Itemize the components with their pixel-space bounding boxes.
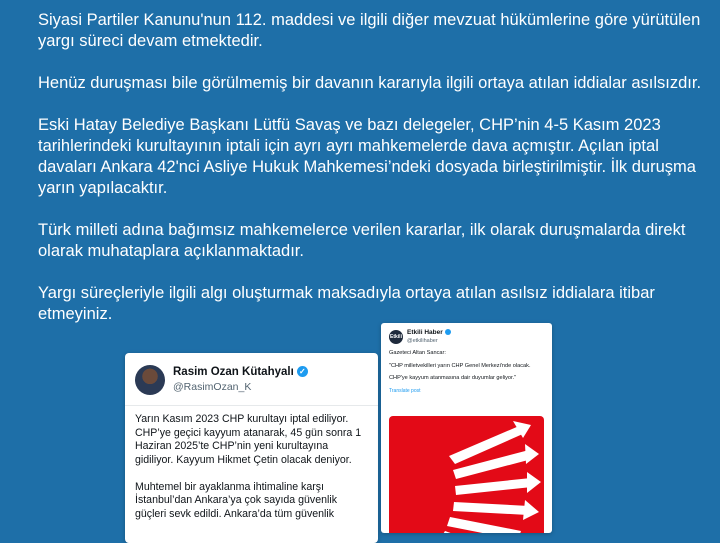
tweet-author-name: Rasim Ozan Kütahyalı ✓ bbox=[173, 366, 308, 378]
tweet-header bbox=[135, 363, 368, 397]
divider bbox=[125, 405, 378, 406]
tweet-paragraph: Yarın Kasım 2023 CHP kurultayı iptal ediliyor. CHP’ye geçici kayyum atanarak, 45 gün sonra 1 Haziran 2025’te CHP’nin yeni kurultayına gidiliyor. Kayyum Hikmet Çetin olacak deniyor. bbox=[135, 413, 362, 466]
statement-text bbox=[38, 10, 710, 346]
tweet-screenshot-etkili-haber bbox=[381, 323, 552, 533]
verified-badge-icon bbox=[445, 329, 451, 335]
translate-post-link: Translate post bbox=[389, 387, 421, 394]
tweet-screenshot-rasim-ozan bbox=[125, 353, 378, 543]
avatar: Etkili bbox=[389, 330, 403, 344]
chp-logo-image bbox=[389, 416, 544, 533]
statement-paragraph: Siyasi Partiler Kanunu'nun 112. maddesi ve ilgili diğer mevzuat hükümlerine göre yürütülen yargı süreci devam etmektedir. bbox=[38, 11, 701, 50]
chp-six-arrows-logo-icon bbox=[389, 416, 544, 533]
tweet-author-name: Etkili Haber bbox=[407, 329, 451, 336]
tweet-author-handle: @RasimOzan_K bbox=[173, 381, 252, 393]
verified-badge-icon: ✓ bbox=[297, 366, 308, 377]
statement-paragraph: Yargı süreçleriyle ilgili algı oluşturmak maksadıyla ortaya atılan asılsız iddialara itibar etmeyiniz. bbox=[38, 284, 655, 323]
tweet-paragraph: "CHP milletvekilleri yarın CHP Genel Merkezi'nde olacak. bbox=[389, 362, 531, 369]
tweet-paragraph: Gazeteci Altan Sancar: bbox=[389, 350, 446, 356]
avatar bbox=[135, 365, 165, 395]
statement-paragraph: Eski Hatay Belediye Başkanı Lütfü Savaş ve bazı delegeler, CHP’nin 4-5 Kasım 2023 tarihlerindeki kurultayının iptali için ayrı ayrı mahkemelerde dava açmıştır. Açılan iptal davaları Ankara 42'nci Asliye Hukuk Mahkemesi’ndeki dosyada birleştirilmiştir. İlk duruşma yarın yapılacaktır. bbox=[38, 116, 696, 197]
tweet-body bbox=[389, 350, 546, 395]
tweet-body bbox=[135, 413, 368, 535]
statement-paragraph: Henüz duruşması bile görülmemiş bir davanın kararıyla ilgili ortaya atılan iddialar asılsızdır. bbox=[38, 74, 702, 92]
tweet-paragraph: Muhtemel bir ayaklanma ihtimaline karşı İstanbul’dan Ankara’ya çok sayıda güvenlik güçleri sevk edildi. Ankara’da tüm güvenlik bbox=[135, 480, 337, 520]
statement-paragraph: Türk milleti adına bağımsız mahkemelerce verilen kararlar, ilk olarak duruşmalarda direkt olarak muhataplara açıklanmaktadır. bbox=[38, 221, 686, 260]
tweet-author-handle: @etkilihaber bbox=[407, 338, 438, 344]
tweet-paragraph: CHP'ye kayyum atanmasına dair duyumlar geliyor." bbox=[389, 375, 517, 382]
